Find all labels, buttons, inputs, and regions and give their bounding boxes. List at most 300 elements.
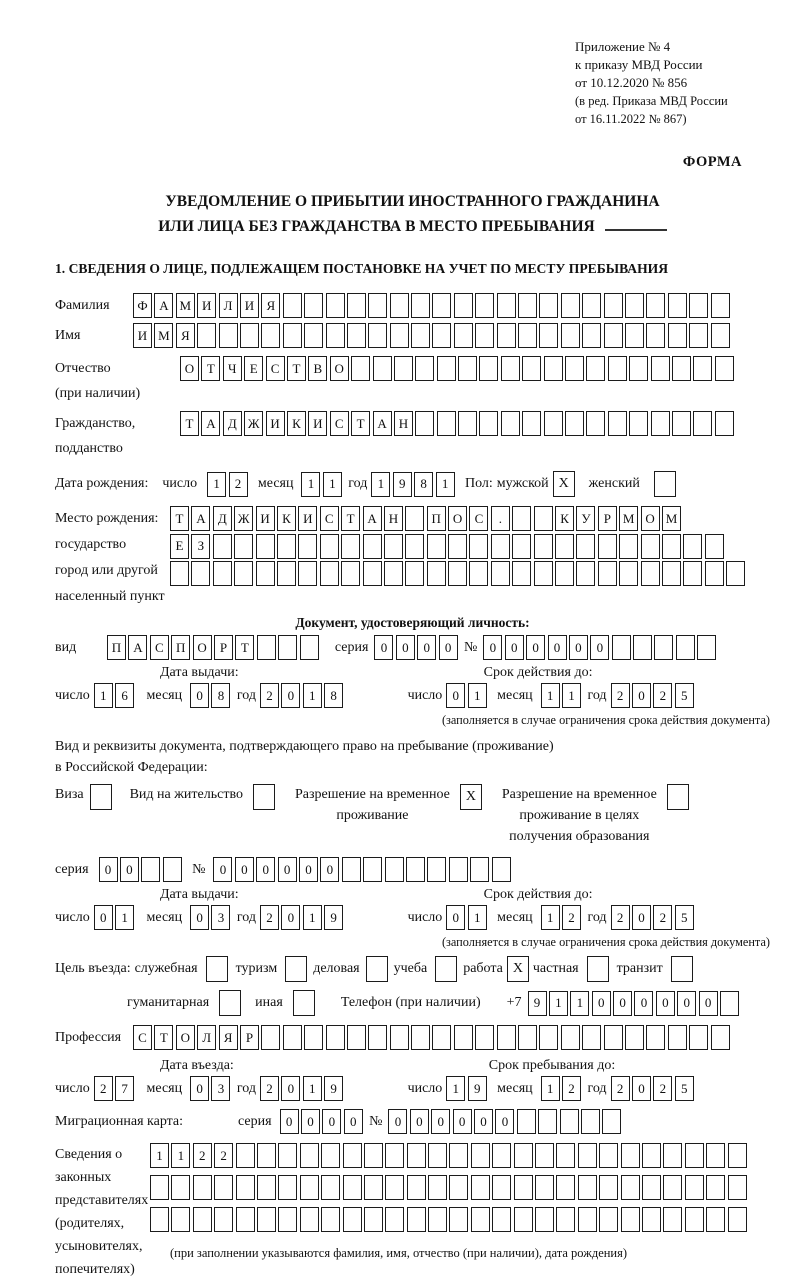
- char-box[interactable]: 0: [446, 683, 465, 708]
- char-box[interactable]: 6: [115, 683, 134, 708]
- char-box[interactable]: [449, 857, 468, 882]
- char-box[interactable]: [683, 534, 702, 559]
- char-box[interactable]: 0: [120, 857, 139, 882]
- char-box[interactable]: [535, 1207, 554, 1232]
- char-box[interactable]: [415, 356, 434, 381]
- char-box[interactable]: [213, 534, 232, 559]
- char-box[interactable]: Т: [180, 411, 199, 436]
- char-box[interactable]: 2: [214, 1143, 233, 1168]
- char-box[interactable]: [534, 534, 553, 559]
- char-box[interactable]: [448, 534, 467, 559]
- char-box[interactable]: А: [363, 506, 382, 531]
- char-box[interactable]: [390, 1025, 409, 1050]
- char-box[interactable]: [363, 534, 382, 559]
- char-box[interactable]: [351, 356, 370, 381]
- char-box[interactable]: 0: [322, 1109, 341, 1134]
- char-box[interactable]: [171, 1207, 190, 1232]
- char-box[interactable]: С: [469, 506, 488, 531]
- char-box[interactable]: 2: [94, 1076, 113, 1101]
- char-box[interactable]: 0: [320, 857, 339, 882]
- char-box[interactable]: [561, 293, 580, 318]
- char-box[interactable]: [646, 1025, 665, 1050]
- char-box[interactable]: 0: [344, 1109, 363, 1134]
- char-box[interactable]: [683, 561, 702, 586]
- char-box[interactable]: 0: [677, 991, 696, 1016]
- char-box[interactable]: [625, 323, 644, 348]
- char-box[interactable]: [705, 534, 724, 559]
- char-box[interactable]: [544, 356, 563, 381]
- char-box[interactable]: [728, 1207, 747, 1232]
- char-box[interactable]: [582, 293, 601, 318]
- char-box[interactable]: [341, 561, 360, 586]
- char-box[interactable]: [599, 1143, 618, 1168]
- char-box[interactable]: 0: [474, 1109, 493, 1134]
- char-box[interactable]: 9: [528, 991, 547, 1016]
- char-box[interactable]: [642, 1143, 661, 1168]
- char-box[interactable]: Е: [170, 534, 189, 559]
- char-box[interactable]: [385, 857, 404, 882]
- char-box[interactable]: [304, 293, 323, 318]
- char-box[interactable]: 0: [446, 905, 465, 930]
- char-box[interactable]: [518, 323, 537, 348]
- char-box[interactable]: О: [176, 1025, 195, 1050]
- char-box[interactable]: [449, 1207, 468, 1232]
- char-box[interactable]: [641, 561, 660, 586]
- purpose-work-checkbox[interactable]: X: [507, 956, 529, 982]
- char-box[interactable]: [491, 534, 510, 559]
- char-box[interactable]: [347, 323, 366, 348]
- char-box[interactable]: [428, 1207, 447, 1232]
- char-box[interactable]: [261, 323, 280, 348]
- char-box[interactable]: [501, 411, 520, 436]
- char-box[interactable]: [582, 1025, 601, 1050]
- char-box[interactable]: [534, 506, 553, 531]
- char-box[interactable]: [556, 1175, 575, 1200]
- char-box[interactable]: [343, 1143, 362, 1168]
- char-box[interactable]: М: [154, 323, 173, 348]
- char-box[interactable]: [390, 293, 409, 318]
- char-box[interactable]: [726, 561, 745, 586]
- char-box[interactable]: [492, 857, 511, 882]
- char-box[interactable]: [300, 1207, 319, 1232]
- char-box[interactable]: [586, 411, 605, 436]
- char-box[interactable]: [689, 293, 708, 318]
- char-box[interactable]: 2: [260, 1076, 279, 1101]
- char-box[interactable]: З: [191, 534, 210, 559]
- char-box[interactable]: Я: [219, 1025, 238, 1050]
- char-box[interactable]: 0: [431, 1109, 450, 1134]
- char-box[interactable]: [449, 1175, 468, 1200]
- char-box[interactable]: 0: [190, 683, 209, 708]
- char-box[interactable]: [646, 323, 665, 348]
- char-box[interactable]: [219, 323, 238, 348]
- purpose-business-checkbox[interactable]: [366, 956, 388, 982]
- char-box[interactable]: 0: [483, 635, 502, 660]
- char-box[interactable]: 2: [611, 1076, 630, 1101]
- char-box[interactable]: [706, 1143, 725, 1168]
- char-box[interactable]: [368, 293, 387, 318]
- char-box[interactable]: [298, 561, 317, 586]
- char-box[interactable]: [619, 561, 638, 586]
- char-box[interactable]: 2: [653, 683, 672, 708]
- char-box[interactable]: [458, 356, 477, 381]
- char-box[interactable]: [257, 1143, 276, 1168]
- char-box[interactable]: О: [448, 506, 467, 531]
- char-box[interactable]: [492, 1175, 511, 1200]
- char-box[interactable]: 2: [611, 905, 630, 930]
- char-box[interactable]: 1: [303, 1076, 322, 1101]
- char-box[interactable]: 0: [94, 905, 113, 930]
- char-box[interactable]: [497, 293, 516, 318]
- char-box[interactable]: 1: [94, 683, 113, 708]
- char-box[interactable]: [556, 1143, 575, 1168]
- purpose-other-checkbox[interactable]: [293, 990, 315, 1016]
- char-box[interactable]: Л: [219, 293, 238, 318]
- char-box[interactable]: [720, 991, 739, 1016]
- char-box[interactable]: Т: [170, 506, 189, 531]
- char-box[interactable]: И: [197, 293, 216, 318]
- char-box[interactable]: 5: [675, 1076, 694, 1101]
- char-box[interactable]: [621, 1143, 640, 1168]
- char-box[interactable]: [214, 1207, 233, 1232]
- char-box[interactable]: [539, 293, 558, 318]
- char-box[interactable]: [385, 1207, 404, 1232]
- char-box[interactable]: [689, 1025, 708, 1050]
- char-box[interactable]: [368, 323, 387, 348]
- char-box[interactable]: [576, 534, 595, 559]
- char-box[interactable]: [213, 561, 232, 586]
- char-box[interactable]: [277, 534, 296, 559]
- char-box[interactable]: 0: [632, 683, 651, 708]
- char-box[interactable]: И: [298, 506, 317, 531]
- char-box[interactable]: 0: [299, 857, 318, 882]
- char-box[interactable]: [642, 1207, 661, 1232]
- char-box[interactable]: [197, 323, 216, 348]
- char-box[interactable]: 0: [213, 857, 232, 882]
- char-box[interactable]: 1: [468, 683, 487, 708]
- char-box[interactable]: .: [491, 506, 510, 531]
- char-box[interactable]: [277, 561, 296, 586]
- char-box[interactable]: [427, 561, 446, 586]
- char-box[interactable]: 0: [301, 1109, 320, 1134]
- char-box[interactable]: [561, 323, 580, 348]
- char-box[interactable]: [642, 1175, 661, 1200]
- char-box[interactable]: 0: [632, 1076, 651, 1101]
- char-box[interactable]: [514, 1207, 533, 1232]
- char-box[interactable]: 1: [541, 683, 560, 708]
- char-box[interactable]: 2: [562, 905, 581, 930]
- char-box[interactable]: [689, 323, 708, 348]
- char-box[interactable]: [470, 857, 489, 882]
- char-box[interactable]: 0: [632, 905, 651, 930]
- char-box[interactable]: [364, 1143, 383, 1168]
- char-box[interactable]: [560, 1109, 579, 1134]
- char-box[interactable]: П: [171, 635, 190, 660]
- char-box[interactable]: [522, 356, 541, 381]
- char-box[interactable]: [278, 1143, 297, 1168]
- char-box[interactable]: О: [193, 635, 212, 660]
- char-box[interactable]: 0: [374, 635, 393, 660]
- char-box[interactable]: О: [330, 356, 349, 381]
- char-box[interactable]: [437, 356, 456, 381]
- char-box[interactable]: Е: [244, 356, 263, 381]
- char-box[interactable]: [582, 323, 601, 348]
- char-box[interactable]: Р: [598, 506, 617, 531]
- char-box[interactable]: [427, 857, 446, 882]
- char-box[interactable]: И: [133, 323, 152, 348]
- char-box[interactable]: [604, 1025, 623, 1050]
- char-box[interactable]: [304, 1025, 323, 1050]
- char-box[interactable]: К: [287, 411, 306, 436]
- char-box[interactable]: [501, 356, 520, 381]
- char-box[interactable]: [236, 1207, 255, 1232]
- char-box[interactable]: [300, 635, 319, 660]
- char-box[interactable]: 1: [541, 1076, 560, 1101]
- char-box[interactable]: Ч: [223, 356, 242, 381]
- char-box[interactable]: 1: [549, 991, 568, 1016]
- char-box[interactable]: К: [277, 506, 296, 531]
- char-box[interactable]: В: [308, 356, 327, 381]
- char-box[interactable]: 5: [675, 905, 694, 930]
- char-box[interactable]: П: [427, 506, 446, 531]
- char-box[interactable]: [343, 1207, 362, 1232]
- char-box[interactable]: Ж: [244, 411, 263, 436]
- char-box[interactable]: [342, 857, 361, 882]
- char-box[interactable]: [283, 1025, 302, 1050]
- char-box[interactable]: [544, 411, 563, 436]
- char-box[interactable]: [326, 293, 345, 318]
- char-box[interactable]: [471, 1207, 490, 1232]
- char-box[interactable]: [534, 561, 553, 586]
- char-box[interactable]: У: [576, 506, 595, 531]
- char-box[interactable]: 0: [99, 857, 118, 882]
- char-box[interactable]: [256, 561, 275, 586]
- char-box[interactable]: Н: [384, 506, 403, 531]
- char-box[interactable]: [565, 411, 584, 436]
- char-box[interactable]: [257, 1207, 276, 1232]
- char-box[interactable]: Ф: [133, 293, 152, 318]
- char-box[interactable]: [458, 411, 477, 436]
- char-box[interactable]: [278, 1175, 297, 1200]
- char-box[interactable]: [428, 1175, 447, 1200]
- char-box[interactable]: 0: [190, 905, 209, 930]
- char-box[interactable]: [711, 293, 730, 318]
- char-box[interactable]: 0: [505, 635, 524, 660]
- char-box[interactable]: О: [180, 356, 199, 381]
- char-box[interactable]: [240, 323, 259, 348]
- char-box[interactable]: [236, 1143, 255, 1168]
- char-box[interactable]: [711, 1025, 730, 1050]
- char-box[interactable]: [394, 356, 413, 381]
- char-box[interactable]: 3: [211, 905, 230, 930]
- char-box[interactable]: [191, 561, 210, 586]
- char-box[interactable]: Р: [214, 635, 233, 660]
- char-box[interactable]: 1: [150, 1143, 169, 1168]
- char-box[interactable]: [621, 1175, 640, 1200]
- char-box[interactable]: 1: [371, 472, 390, 497]
- char-box[interactable]: Т: [287, 356, 306, 381]
- char-box[interactable]: [672, 411, 691, 436]
- char-box[interactable]: 2: [229, 472, 248, 497]
- char-box[interactable]: 0: [569, 635, 588, 660]
- char-box[interactable]: [539, 1025, 558, 1050]
- char-box[interactable]: [405, 534, 424, 559]
- char-box[interactable]: 2: [260, 905, 279, 930]
- char-box[interactable]: [321, 1207, 340, 1232]
- char-box[interactable]: [363, 561, 382, 586]
- char-box[interactable]: [407, 1175, 426, 1200]
- char-box[interactable]: [341, 534, 360, 559]
- char-box[interactable]: [469, 534, 488, 559]
- char-box[interactable]: [163, 857, 182, 882]
- gender-female-checkbox[interactable]: [654, 471, 676, 497]
- char-box[interactable]: 0: [280, 1109, 299, 1134]
- char-box[interactable]: Д: [223, 411, 242, 436]
- char-box[interactable]: [321, 1175, 340, 1200]
- char-box[interactable]: [170, 561, 189, 586]
- char-box[interactable]: [471, 1143, 490, 1168]
- char-box[interactable]: [576, 561, 595, 586]
- char-box[interactable]: 1: [323, 472, 342, 497]
- char-box[interactable]: 1: [171, 1143, 190, 1168]
- char-box[interactable]: [561, 1025, 580, 1050]
- char-box[interactable]: [497, 323, 516, 348]
- char-box[interactable]: 0: [281, 683, 300, 708]
- char-box[interactable]: С: [320, 506, 339, 531]
- char-box[interactable]: [193, 1207, 212, 1232]
- char-box[interactable]: Н: [394, 411, 413, 436]
- char-box[interactable]: [711, 323, 730, 348]
- char-box[interactable]: [479, 411, 498, 436]
- char-box[interactable]: [432, 1025, 451, 1050]
- char-box[interactable]: [321, 1143, 340, 1168]
- char-box[interactable]: [578, 1175, 597, 1200]
- char-box[interactable]: 1: [446, 1076, 465, 1101]
- char-box[interactable]: 8: [414, 472, 433, 497]
- char-box[interactable]: [633, 635, 652, 660]
- char-box[interactable]: 0: [281, 905, 300, 930]
- char-box[interactable]: Л: [197, 1025, 216, 1050]
- char-box[interactable]: [663, 1175, 682, 1200]
- char-box[interactable]: 1: [303, 905, 322, 930]
- char-box[interactable]: [672, 356, 691, 381]
- purpose-study-checkbox[interactable]: [435, 956, 457, 982]
- char-box[interactable]: [705, 561, 724, 586]
- rvp-checkbox[interactable]: X: [460, 784, 482, 810]
- char-box[interactable]: [326, 323, 345, 348]
- char-box[interactable]: [518, 1025, 537, 1050]
- char-box[interactable]: [300, 1143, 319, 1168]
- residence-permit-checkbox[interactable]: [253, 784, 275, 810]
- char-box[interactable]: С: [150, 635, 169, 660]
- char-box[interactable]: [298, 534, 317, 559]
- char-box[interactable]: 0: [417, 635, 436, 660]
- char-box[interactable]: М: [619, 506, 638, 531]
- char-box[interactable]: [715, 356, 734, 381]
- char-box[interactable]: [685, 1143, 704, 1168]
- char-box[interactable]: [373, 356, 392, 381]
- char-box[interactable]: 2: [562, 1076, 581, 1101]
- char-box[interactable]: [629, 356, 648, 381]
- char-box[interactable]: Т: [201, 356, 220, 381]
- char-box[interactable]: 0: [592, 991, 611, 1016]
- char-box[interactable]: [368, 1025, 387, 1050]
- char-box[interactable]: [320, 561, 339, 586]
- char-box[interactable]: [598, 534, 617, 559]
- char-box[interactable]: [411, 1025, 430, 1050]
- char-box[interactable]: [385, 1175, 404, 1200]
- char-box[interactable]: Д: [213, 506, 232, 531]
- char-box[interactable]: [432, 323, 451, 348]
- char-box[interactable]: [257, 635, 276, 660]
- char-box[interactable]: О: [641, 506, 660, 531]
- char-box[interactable]: [449, 1143, 468, 1168]
- char-box[interactable]: [234, 561, 253, 586]
- char-box[interactable]: [347, 1025, 366, 1050]
- char-box[interactable]: [283, 293, 302, 318]
- char-box[interactable]: [555, 561, 574, 586]
- char-box[interactable]: С: [266, 356, 285, 381]
- char-box[interactable]: 0: [634, 991, 653, 1016]
- char-box[interactable]: [662, 534, 681, 559]
- char-box[interactable]: [598, 561, 617, 586]
- char-box[interactable]: [555, 534, 574, 559]
- char-box[interactable]: [621, 1207, 640, 1232]
- char-box[interactable]: [668, 323, 687, 348]
- char-box[interactable]: [685, 1175, 704, 1200]
- char-box[interactable]: [608, 356, 627, 381]
- char-box[interactable]: [663, 1143, 682, 1168]
- char-box[interactable]: 0: [281, 1076, 300, 1101]
- char-box[interactable]: [625, 1025, 644, 1050]
- char-box[interactable]: А: [191, 506, 210, 531]
- char-box[interactable]: [428, 1143, 447, 1168]
- char-box[interactable]: [651, 356, 670, 381]
- char-box[interactable]: [512, 506, 531, 531]
- char-box[interactable]: 2: [260, 683, 279, 708]
- char-box[interactable]: [612, 635, 631, 660]
- char-box[interactable]: [384, 534, 403, 559]
- char-box[interactable]: М: [176, 293, 195, 318]
- char-box[interactable]: 1: [562, 683, 581, 708]
- char-box[interactable]: [193, 1175, 212, 1200]
- char-box[interactable]: [278, 1207, 297, 1232]
- char-box[interactable]: [261, 1025, 280, 1050]
- char-box[interactable]: Ж: [234, 506, 253, 531]
- char-box[interactable]: 1: [115, 905, 134, 930]
- char-box[interactable]: [538, 1109, 557, 1134]
- char-box[interactable]: 0: [526, 635, 545, 660]
- char-box[interactable]: [475, 323, 494, 348]
- char-box[interactable]: 1: [541, 905, 560, 930]
- char-box[interactable]: [497, 1025, 516, 1050]
- char-box[interactable]: [343, 1175, 362, 1200]
- char-box[interactable]: [363, 857, 382, 882]
- char-box[interactable]: 8: [324, 683, 343, 708]
- char-box[interactable]: 1: [303, 683, 322, 708]
- char-box[interactable]: [693, 356, 712, 381]
- char-box[interactable]: [512, 534, 531, 559]
- char-box[interactable]: [384, 561, 403, 586]
- char-box[interactable]: И: [240, 293, 259, 318]
- char-box[interactable]: Р: [240, 1025, 259, 1050]
- char-box[interactable]: [214, 1175, 233, 1200]
- char-box[interactable]: [475, 293, 494, 318]
- char-box[interactable]: 0: [656, 991, 675, 1016]
- char-box[interactable]: [556, 1207, 575, 1232]
- char-box[interactable]: [676, 635, 695, 660]
- char-box[interactable]: [300, 1175, 319, 1200]
